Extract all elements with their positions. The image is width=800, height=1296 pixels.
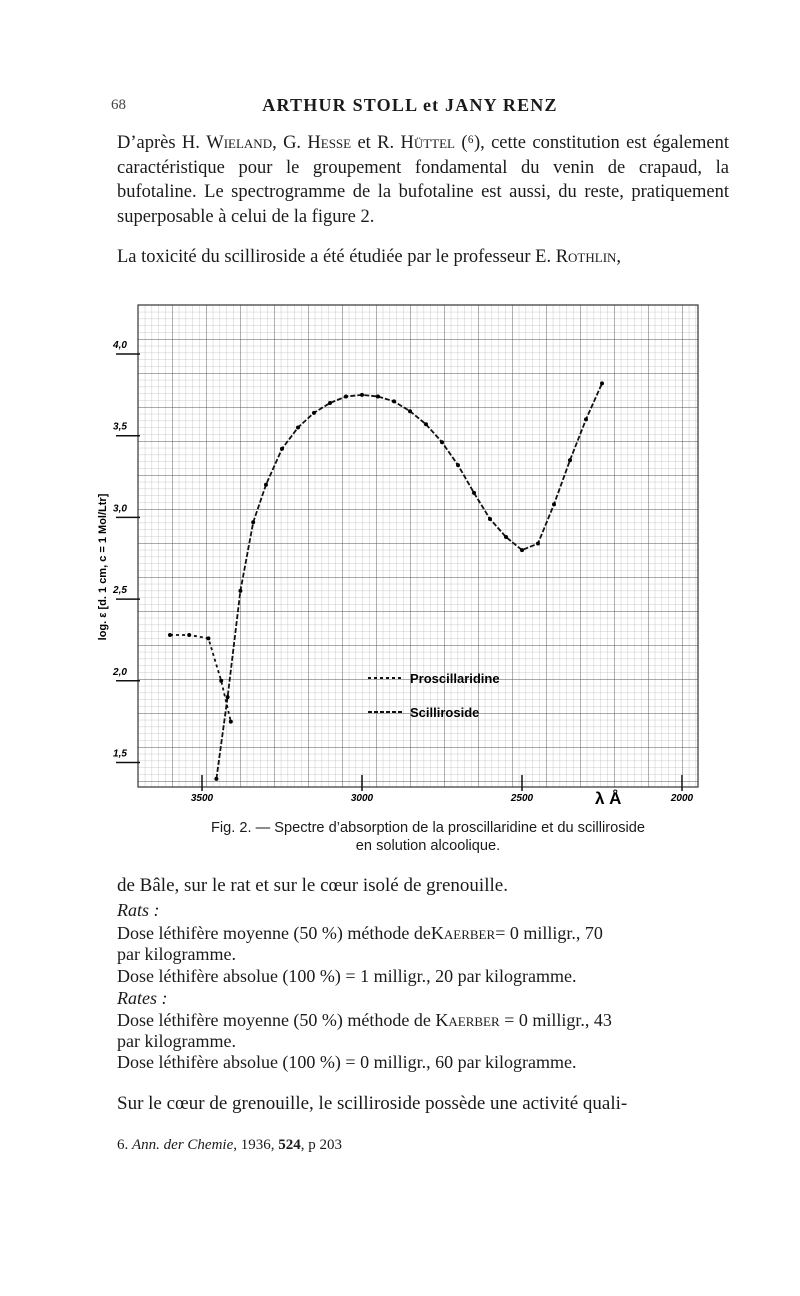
rates-heading: Rates :	[117, 988, 168, 1008]
y-tick-label-2: 2,5	[113, 585, 127, 597]
author-hesse: Hesse	[307, 133, 352, 153]
footnote-page: , p 203	[300, 1137, 342, 1153]
data-point-scilliroside	[238, 589, 242, 593]
data-point-scilliroside	[296, 426, 300, 430]
data-point-scilliroside	[392, 399, 396, 403]
body-line-9: Dose léthifère absolue (100 %) = 0 milligr., 60 par kilogramme.	[117, 1052, 577, 1072]
p2-post: ,	[616, 247, 622, 267]
page-number: 68	[111, 97, 126, 113]
data-point-scilliroside	[440, 440, 444, 444]
l7-a: Dose léthifère moyenne (50 %) méthode de	[117, 1010, 436, 1030]
footnote-number: 6.	[117, 1137, 132, 1153]
data-point-scilliroside	[251, 520, 255, 524]
data-point-scilliroside	[472, 491, 476, 495]
caption-line-2: en solution alcoolique.	[355, 838, 501, 854]
author-rothlin: Rothlin	[555, 247, 617, 267]
footnote-volume: 524	[278, 1137, 301, 1153]
caption-line-1: Fig. 2. — Spectre d’absorption de la proscillaridine et du scilliroside	[211, 820, 645, 836]
body-line-8: par kilogramme.	[117, 1031, 236, 1051]
y-tick-label-0: 1,5	[113, 748, 127, 760]
x-tick-label-0: 3500	[190, 793, 214, 804]
body-line-10: Sur le cœur de grenouille, le scilliroside possède une activité quali-	[117, 1093, 628, 1114]
data-point-scilliroside	[408, 409, 412, 413]
y-tick-label-1: 2,0	[113, 666, 127, 678]
data-point-scilliroside	[488, 517, 492, 521]
data-point-scilliroside	[376, 394, 380, 398]
paragraph-1	[117, 131, 729, 229]
data-point-scilliroside	[328, 401, 332, 405]
rats-heading: Rats :	[117, 900, 160, 920]
running-title: ARTHUR STOLL et JANY RENZ	[262, 95, 558, 115]
data-point-scilliroside	[344, 394, 348, 398]
absorption-spectrum-chart	[90, 295, 720, 815]
l3-c: = 0 milligr., 70	[495, 923, 603, 943]
l7-c: = 0 milligr., 43	[499, 1010, 612, 1030]
data-point-scilliroside	[424, 422, 428, 426]
data-point-scilliroside	[584, 417, 588, 421]
data-point-proscillaridine	[219, 679, 223, 683]
data-point-scilliroside	[456, 463, 460, 467]
data-point-scilliroside	[280, 447, 284, 451]
figure-caption	[148, 819, 708, 855]
data-point-scilliroside	[504, 535, 508, 539]
p1-mid1: , G.	[272, 133, 308, 153]
p1-pre: D’après H.	[117, 133, 207, 153]
y-tick-label-3: 3,0	[113, 503, 127, 515]
paragraph-2	[117, 245, 729, 270]
x-tick-label-1: 3000	[350, 793, 374, 804]
y-tick-label-4: 3,5	[113, 421, 127, 433]
data-point-proscillaridine	[229, 720, 233, 724]
p1-mid2: et R.	[351, 133, 401, 153]
y-axis-label: log. ε [d. 1 cm, c = 1 Mol/Ltr]	[97, 493, 109, 641]
body-line-3	[117, 923, 729, 944]
data-point-scilliroside	[552, 502, 556, 506]
author-kaerber-2: Kaerber	[435, 1010, 500, 1030]
data-point-scilliroside	[312, 411, 316, 415]
data-point-proscillaridine	[168, 633, 172, 637]
p2-pre: La toxicité du scilliroside a été étudiée par le professeur E.	[117, 247, 556, 267]
footnote-year: , 1936,	[233, 1137, 279, 1153]
body-line-1: de Bâle, sur le rat et sur le cœur isolé de grenouille.	[117, 875, 508, 896]
legend-label-proscillaridine: Proscillaridine	[410, 671, 500, 686]
data-point-proscillaridine	[206, 636, 210, 640]
author-huttel: Hüttel	[400, 133, 455, 153]
x-tick-label-3: 2000	[670, 793, 694, 804]
data-point-scilliroside	[214, 777, 218, 781]
data-point-scilliroside	[536, 542, 540, 546]
body-text	[117, 876, 729, 1126]
l3-a: Dose léthifère moyenne (50 %) méthode de	[117, 923, 431, 943]
data-point-scilliroside	[520, 548, 524, 552]
x-tick-label-2: 2500	[510, 793, 534, 804]
data-point-scilliroside	[568, 458, 572, 462]
body-line-5: Dose léthifère absolue (100 %) = 1 milligr., 20 par kilogramme.	[117, 966, 577, 986]
x-axis-label: λ Å	[595, 789, 622, 808]
footnote	[117, 1137, 342, 1154]
data-point-scilliroside	[600, 381, 604, 385]
legend-label-scilliroside: Scilliroside	[410, 705, 480, 720]
data-point-scilliroside	[226, 695, 230, 699]
data-point-proscillaridine	[187, 633, 191, 637]
body-line-7	[117, 1010, 612, 1031]
data-point-scilliroside	[360, 393, 364, 397]
footnote-journal: Ann. der Chemie	[132, 1137, 234, 1153]
y-tick-label-5: 4,0	[113, 340, 127, 352]
author-wieland: Wieland	[206, 133, 273, 153]
author-kaerber-1: Kaerber	[430, 923, 496, 943]
body-line-4: par kilogramme.	[117, 944, 236, 964]
data-point-scilliroside	[264, 483, 268, 487]
p1-rest: (⁶), cette constitution est également caractéristique pour le groupement fondamental du venin de crapaud, la bufotaline. Le spectrogramme de la bufotaline est aussi, du reste, pratiquement superposable à celui de la figure 2.	[117, 133, 729, 227]
